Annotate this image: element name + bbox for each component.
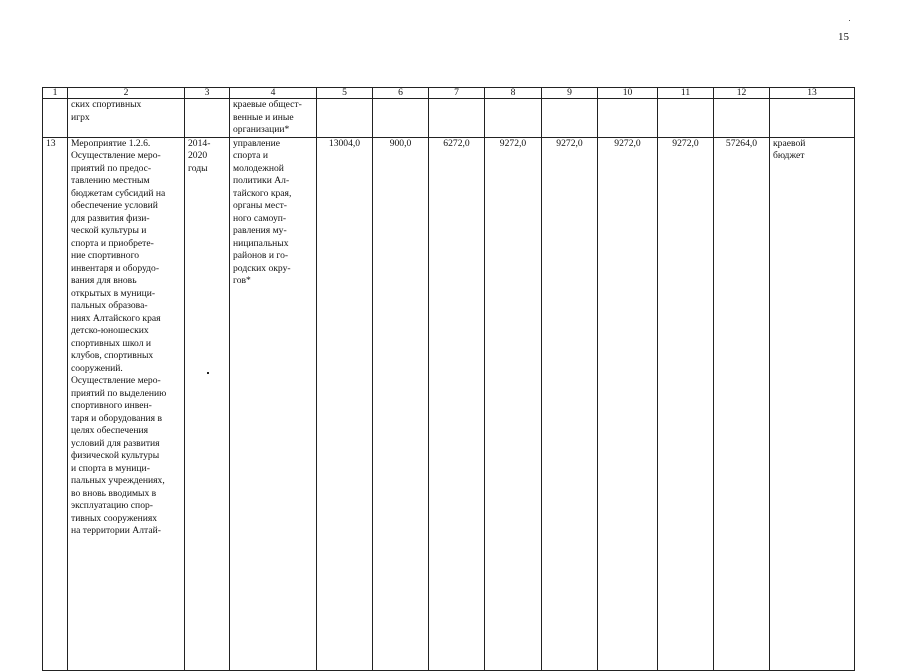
value-cell: 9272,0: [485, 137, 542, 670]
value-cell: 9272,0: [658, 137, 714, 670]
table-cell: [598, 99, 658, 138]
column-number: 9: [542, 88, 598, 99]
column-number: 7: [429, 88, 485, 99]
column-number: 4: [230, 88, 317, 99]
value-cell: 6272,0: [429, 137, 485, 670]
table-cell: [43, 99, 68, 138]
value-cell: 900,0: [373, 137, 429, 670]
executor-continuation: краевые общест- венные и иные организации*: [230, 99, 317, 138]
column-number: 11: [658, 88, 714, 99]
page-number: 15: [838, 31, 849, 43]
value-cell: 13004,0: [317, 137, 373, 670]
value-cell: 9272,0: [598, 137, 658, 670]
column-number: 5: [317, 88, 373, 99]
value-cell: 57264,0: [714, 137, 770, 670]
table-cell: [770, 99, 855, 138]
table-cell: [373, 99, 429, 138]
table-cell: [185, 99, 230, 138]
column-number-row: [43, 88, 855, 99]
measure-description: Мероприятие 1.2.6. Осуществление меро- приятий по предос- тавлению местным бюджетам субсидий на обеспечение условий для развития физи- ческой культуры и спорта и приобрете- ние спортивного инвентаря и оборудо- вания для вновь открытых в муници- пальных образова- ниях Алтайского края детско-юношеских спортивных школ и клубов, спортивных сооружений. Осуществление меро- приятий по выделению спортивного инвен- таря и оборудования в целях обеспечения условий для развития физической культуры и спорта в муници- пальных учреждениях, во вновь вводимых в эксплуатацию спор- тивных сооружениях на территории Алтай-: [68, 137, 185, 670]
row-number: 13: [43, 137, 68, 670]
continuation-row: [43, 99, 855, 138]
table-cell: [714, 99, 770, 138]
program-table: [42, 87, 855, 671]
column-number: 3: [185, 88, 230, 99]
table-row: [43, 137, 855, 670]
table-cell: [658, 99, 714, 138]
column-number: 12: [714, 88, 770, 99]
measure-continuation: ских спортивных игрх: [68, 99, 185, 138]
table-cell: [429, 99, 485, 138]
scan-speck: [849, 20, 850, 21]
column-number: 2: [68, 88, 185, 99]
executor-cell: управление спорта и молодежной политики Ал- тайского края, органы мест- ного самоуп- равления му- ниципальных районов и го- родских окру- гов*: [230, 137, 317, 670]
value-cell: 9272,0: [542, 137, 598, 670]
period-cell: 2014- 2020 годы: [185, 137, 230, 670]
column-number: 1: [43, 88, 68, 99]
column-number: 6: [373, 88, 429, 99]
column-number: 8: [485, 88, 542, 99]
funding-source-cell: краевой бюджет: [770, 137, 855, 670]
table-cell: [317, 99, 373, 138]
column-number: 13: [770, 88, 855, 99]
table-cell: [542, 99, 598, 138]
column-number: 10: [598, 88, 658, 99]
table-cell: [485, 99, 542, 138]
